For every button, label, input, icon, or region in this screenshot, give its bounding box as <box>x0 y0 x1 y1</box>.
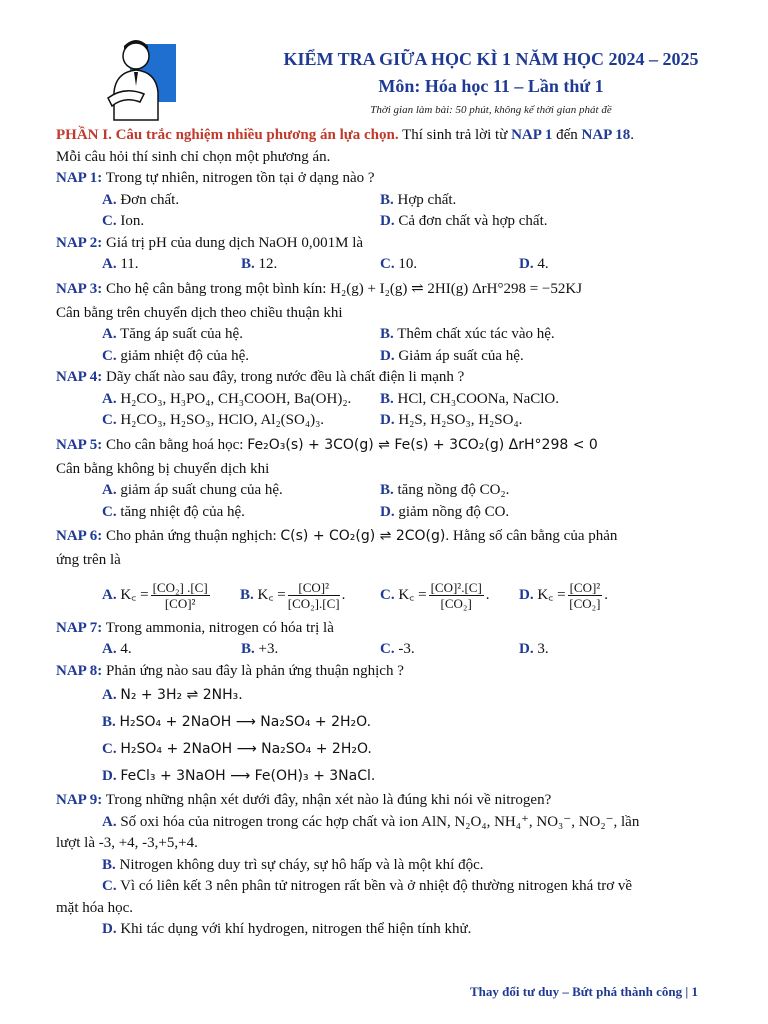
q5-option-c[interactable]: C. tăng nhiệt độ của hệ. <box>102 503 245 520</box>
q8-option-a[interactable]: A. N₂ + 3H₂ ⇌ 2NH₃. <box>102 687 243 703</box>
question-5: NAP 5: Cho cân bằng hoá học: Fe₂O₃(s) + 3CO(g) ⇌ Fe(s) + 3CO₂(g) ΔrH°298 < 0 <box>56 436 598 453</box>
q4-option-d[interactable]: D. H₂S, H₂SO₃, H₂SO₄. <box>380 412 523 428</box>
question-1-options-row2 <box>56 211 724 233</box>
exam-title: KIỂM TRA GIỮA HỌC KÌ 1 NĂM HỌC 2024 – 2025 <box>283 49 699 69</box>
q6-option-a[interactable]: A. K꜀ = $\frac{\text{[CO₂] .[C]}}{\text{[CO]²}}$ <box>102 579 208 611</box>
q9-option-c[interactable]: C. Vì có liên kết 3 nên phân tử nitrogen rất bền và ở nhiệt độ thường nitrogen khá trơ về <box>102 878 633 894</box>
question-5-options-row2 <box>56 502 724 524</box>
question-5-stem: Cân bằng không bị chuyển dịch khi <box>56 460 270 477</box>
q2-option-b[interactable]: B. 12. <box>241 256 278 272</box>
q1-option-c[interactable]: C. Ion. <box>102 213 145 229</box>
q8-option-b[interactable]: B. H₂SO₄ + 2NaOH ⟶ Na₂SO₄ + 2H₂O. <box>102 714 372 730</box>
question-1: NAP 1: Trong tự nhiên, nitrogen tồn tại ở dạng nào ? <box>56 170 375 186</box>
q3-option-c[interactable]: C. giảm nhiệt độ của hệ. <box>102 347 250 364</box>
question-4: NAP 4: Dãy chất nào sau đây, trong nước đều là chất điện li mạnh ? <box>56 369 465 385</box>
q9-option-d[interactable]: D. Khi tác dụng với khí hydrogen, nitrogen thể hiện tính khử. <box>102 921 472 937</box>
q5-option-d[interactable]: D. giảm nồng độ CO. <box>380 503 510 520</box>
q6-option-d[interactable]: D. K꜀ = $\frac{\text{[CO]²}}{\text{[CO₂]}}$ . <box>519 579 608 611</box>
question-3-options-row2 <box>56 346 724 368</box>
q2-option-a[interactable]: A. 11. <box>102 256 139 272</box>
question-1-options-row1 <box>56 190 724 212</box>
question-3: NAP 3: Cho hệ cân bằng trong một bình kín: H₂(g) + I₂(g) ⇌ 2HI(g) ΔrH°298 = −52KJ <box>56 280 583 297</box>
question-6: NAP 6: Cho phản ứng thuận nghịch: C(s) + CO₂(g) ⇌ 2CO(g). Hằng số cân bằng của phản <box>56 528 618 544</box>
question-3-options-row1 <box>56 324 724 346</box>
q1-option-d[interactable]: D. Cả đơn chất và hợp chất. <box>380 213 548 229</box>
question-2: NAP 2: Giá trị pH của dung dịch NaOH 0,001M là <box>56 234 364 251</box>
question-8: NAP 8: Phản ứng nào sau đây là phản ứng thuận nghịch ? <box>56 662 404 679</box>
q3-option-a[interactable]: A. Tăng áp suất của hệ. <box>102 326 243 342</box>
q6-option-b[interactable]: B. K꜀ = $\frac{\text{[CO]²}}{\text{[CO₂].[C]}}$ . <box>240 579 346 611</box>
q2-option-c[interactable]: C. 10. <box>380 256 418 272</box>
exam-time: Thời gian làm bài: 50 phút, không kể thời gian phát đề <box>370 104 612 116</box>
q9-option-b[interactable]: B. Nitrogen không duy trì sự cháy, sự hô hấp và là một khí độc. <box>102 856 484 873</box>
question-9: NAP 9: Trong những nhận xét dưới đây, nhận xét nào là đúng khi nói về nitrogen? <box>56 792 552 808</box>
question-4-options-row2 <box>56 410 724 432</box>
q9-option-c-cont: mặt hóa học. <box>56 899 134 916</box>
q5-equation: Fe₂O₃(s) + 3CO(g) ⇌ Fe(s) + 3CO₂(g) ΔrH°298 < 0 <box>247 436 598 453</box>
student-illustration <box>100 34 184 122</box>
q9-option-a-cont: lượt là -3, +4, -3,+5,+4. <box>56 835 198 851</box>
question-6-options <box>56 572 724 618</box>
question-7-options <box>56 639 724 661</box>
exam-header <box>256 46 726 120</box>
exam-content <box>56 125 724 941</box>
question-5-options-row1 <box>56 480 724 502</box>
page-footer: Thay đổi tư duy – Bứt phá thành công | 1 <box>470 984 698 999</box>
q9-option-a[interactable]: A. Số oxi hóa của nitrogen trong các hợp chất và ion AlN, N₂O₄, NH₄⁺, NO₃⁻, NO₂⁻, lần <box>102 813 640 830</box>
q4-option-c[interactable]: C. H₂CO₃, H₂SO₃, HClO, Al₂(SO₄)₃. <box>102 412 325 428</box>
question-2-options <box>56 254 724 276</box>
q6-option-c[interactable]: C. K꜀ = $\frac{\text{[CO]².[C]}}{\text{[CO₂]}}$ . <box>380 579 490 611</box>
q7-option-b[interactable]: B. +3. <box>241 641 279 657</box>
q1-option-b[interactable]: B. Hợp chất. <box>380 191 457 208</box>
q6-equation: C(s) + CO₂(g) ⇌ 2CO(g) <box>280 528 446 544</box>
question-6-stem: ứng trên là <box>56 552 121 568</box>
question-3-stem: Cân bằng trên chuyển dịch theo chiều thuận khi <box>56 304 343 321</box>
question-7: NAP 7: Trong ammonia, nitrogen có hóa trị là <box>56 619 334 636</box>
q4-option-b[interactable]: B. HCl, CH₃COONa, NaClO. <box>380 390 559 407</box>
q2-option-d[interactable]: D. 4. <box>519 256 549 272</box>
q8-option-d[interactable]: D. FeCl₃ + 3NaOH ⟶ Fe(OH)₃ + 3NaCl. <box>102 768 376 784</box>
q4-option-a[interactable]: A. H₂CO₃, H₃PO₄, CH₃COOH, Ba(OH)₂. <box>102 390 352 407</box>
question-4-options-row1 <box>56 389 724 411</box>
q7-option-c[interactable]: C. -3. <box>380 641 415 657</box>
q3-option-d[interactable]: D. Giảm áp suất của hệ. <box>380 347 524 364</box>
exam-subject: Môn: Hóa học 11 – Lần thứ 1 <box>378 76 604 96</box>
part1-heading: PHẦN I. Câu trắc nghiệm nhiều phương án lựa chọn. Thí sinh trả lời từ NAP 1 đến NAP 18. <box>56 127 634 143</box>
q8-option-c[interactable]: C. H₂SO₄ + 2NaOH ⟶ Na₂SO₄ + 2H₂O. <box>102 741 372 757</box>
q5-option-a[interactable]: A. giảm áp suất chung của hệ. <box>102 482 283 498</box>
q5-option-b[interactable]: B. tăng nồng độ CO₂. <box>380 482 510 498</box>
q3-equation: H₂(g) + I₂(g) ⇌ 2HI(g) ΔrH°298 = −52KJ <box>330 280 583 297</box>
q7-option-a[interactable]: A. 4. <box>102 641 132 657</box>
q7-option-d[interactable]: D. 3. <box>519 641 549 657</box>
part1-instruction: Mỗi câu hỏi thí sinh chỉ chọn một phương án. <box>56 148 331 165</box>
q3-option-b[interactable]: B. Thêm chất xúc tác vào hệ. <box>380 326 555 342</box>
q1-option-a[interactable]: A. Đơn chất. <box>102 191 180 208</box>
